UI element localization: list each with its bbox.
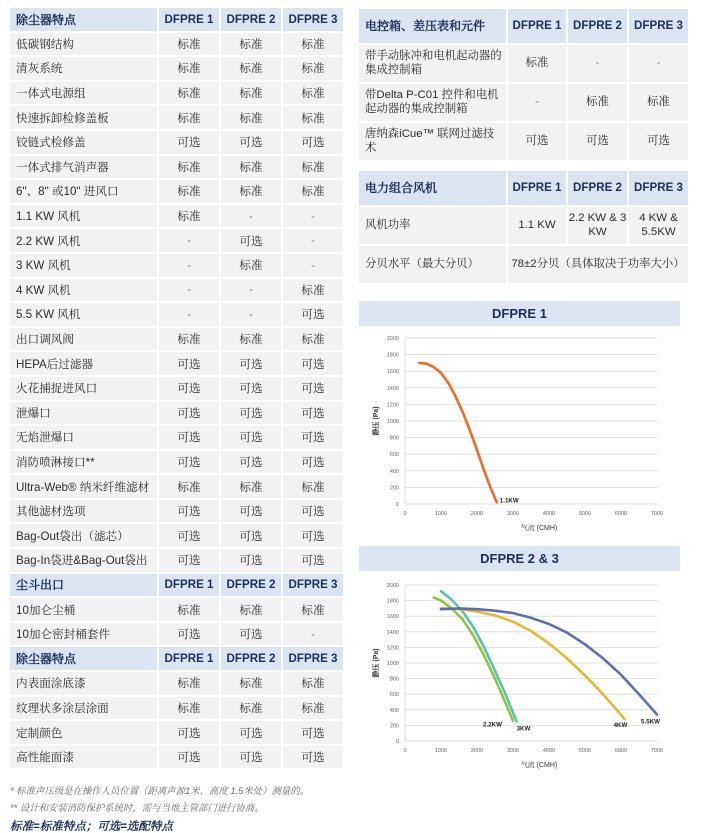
cell-value: - xyxy=(157,303,219,326)
cell-value: - xyxy=(219,279,281,302)
cell-value: 可选 xyxy=(157,377,219,400)
cell-value: - xyxy=(281,254,343,277)
x-tick-label: 3000 xyxy=(506,511,520,517)
y-tick-label: 200 xyxy=(389,485,399,492)
table-row xyxy=(10,328,343,351)
cell-value: - xyxy=(281,205,343,228)
cell-value: 可选 xyxy=(281,721,343,744)
row-label: 消防喷淋接口** xyxy=(10,451,157,474)
cell-value: 标准 xyxy=(281,279,343,302)
cell-value: 标准 xyxy=(157,475,219,498)
cell-value: 可选 xyxy=(157,721,219,744)
footnote-1: * 标准声压级是在操作人员位置（距离声源1米、高度 1.5米处）测量的。 xyxy=(10,785,309,796)
table-row xyxy=(10,82,343,105)
table-row xyxy=(10,156,343,179)
row-label: 快速拆卸检修盖板 xyxy=(10,106,157,129)
cell-value: 标准 xyxy=(157,205,219,228)
cell-value: - xyxy=(157,229,219,252)
cell-value: 可选 xyxy=(219,352,281,375)
cell-value: 可选 xyxy=(219,500,281,523)
series-label: 1.1KW xyxy=(499,497,519,505)
table-row xyxy=(10,746,343,769)
cell-value: 可选 xyxy=(157,623,219,646)
cell-value: 可选 xyxy=(506,123,566,160)
y-axis-label: 静压 (Pa) xyxy=(373,648,380,678)
y-tick-label: 1600 xyxy=(386,614,399,621)
cell-value: 标准 xyxy=(281,106,343,129)
cell-value: 标准 xyxy=(157,697,219,720)
table-row xyxy=(10,475,343,498)
cell-value: 可选 xyxy=(157,451,219,474)
y-tick-label: 1400 xyxy=(386,385,399,392)
table-row xyxy=(10,229,343,252)
y-tick-label: 1000 xyxy=(386,419,399,425)
cell-value: 标准 xyxy=(219,328,281,351)
row-label: 纹理状多涂层涂面 xyxy=(10,697,157,720)
table-row xyxy=(10,106,343,129)
cell-value: 标准 xyxy=(566,84,627,121)
cell-value: 标准 xyxy=(281,328,343,351)
cell-value: 1.1 KW xyxy=(506,207,566,244)
table-row xyxy=(359,45,688,82)
section-header-row xyxy=(10,574,343,597)
x-tick-label: 2000 xyxy=(470,748,484,754)
table-row xyxy=(10,180,343,203)
cell-value: - xyxy=(566,45,627,82)
noise-value: 78±2分贝（具体取决于功率大小） xyxy=(506,246,688,283)
y-tick-label: 400 xyxy=(389,468,399,475)
table-row xyxy=(10,33,343,56)
cell-value: 可选 xyxy=(281,426,343,449)
chart-dfpre-2-3 xyxy=(359,546,680,778)
x-tick-label: 4000 xyxy=(542,511,556,517)
y-tick-label: 1800 xyxy=(386,598,399,605)
cell-value: 可选 xyxy=(281,746,343,769)
cell-value: 2.2 KW & 3 KW xyxy=(566,207,627,244)
row-label: 带Delta P-C01 控件和电机起动器的集成控制箱 xyxy=(359,84,506,121)
chart-title: DFPRE 1 xyxy=(359,301,680,326)
cell-value: 可选 xyxy=(219,549,281,572)
cell-value: 4 KW & 5.5KW xyxy=(627,207,688,244)
col-header: DFPRE 3 xyxy=(281,647,343,670)
row-label: 低碳钢结构 xyxy=(10,33,157,56)
cell-value: 标准 xyxy=(219,156,281,179)
x-axis-label: 气流 (CMH) xyxy=(520,525,558,532)
col-header: DFPRE 1 xyxy=(506,9,566,43)
cell-value: 可选 xyxy=(219,377,281,400)
x-axis-label: 气流 (CMH) xyxy=(520,762,558,769)
x-tick-label: 7000 xyxy=(650,511,664,517)
col-header: DFPRE 2 xyxy=(219,574,281,597)
cell-value: 标准 xyxy=(219,180,281,203)
row-label: HEPA后过滤器 xyxy=(10,352,157,375)
table-row xyxy=(10,721,343,744)
y-tick-label: 1200 xyxy=(386,402,399,409)
cell-value: 标准 xyxy=(281,82,343,105)
cell-value: 可选 xyxy=(219,426,281,449)
cell-value: 可选 xyxy=(281,303,343,326)
y-tick-label: 600 xyxy=(389,692,399,699)
x-tick-label: 6000 xyxy=(614,511,628,517)
cell-value: 可选 xyxy=(281,451,343,474)
y-tick-label: 1600 xyxy=(386,369,399,376)
cell-value: 可选 xyxy=(219,131,281,154)
row-label: 唐纳森iCue™ 联网过滤技术 xyxy=(359,123,506,160)
row-label: 2.2 KW 风机 xyxy=(10,229,157,252)
cell-value: 标准 xyxy=(219,475,281,498)
series-line xyxy=(441,608,625,719)
series-line xyxy=(441,608,657,714)
table-row xyxy=(359,84,688,121)
col-header: DFPRE 1 xyxy=(506,171,566,205)
cell-value: 标准 xyxy=(281,57,343,80)
y-tick-label: 200 xyxy=(389,723,399,730)
col-header: DFPRE 3 xyxy=(281,574,343,597)
cell-value: 标准 xyxy=(219,57,281,80)
cell-value: 可选 xyxy=(219,524,281,547)
cell-value: - xyxy=(157,254,219,277)
cell-value: 可选 xyxy=(627,123,688,160)
cell-value: 可选 xyxy=(219,746,281,769)
cell-value: 标准 xyxy=(281,475,343,498)
section-title: 除尘器特点 xyxy=(10,647,157,670)
cell-value: 可选 xyxy=(219,402,281,425)
cell-value: 可选 xyxy=(281,377,343,400)
chart-plot xyxy=(359,571,680,778)
row-label: 铰链式检修盖 xyxy=(10,131,157,154)
y-tick-label: 2000 xyxy=(386,336,399,342)
cell-value: 标准 xyxy=(506,45,566,82)
cell-value: - xyxy=(157,279,219,302)
table-row xyxy=(10,377,343,400)
cell-value: 可选 xyxy=(157,746,219,769)
row-label: 火花捕捉进风口 xyxy=(10,377,157,400)
fan-title: 电力组合风机 xyxy=(359,171,506,205)
series-label: 3KW xyxy=(516,725,531,733)
row-label: 泄爆口 xyxy=(10,402,157,425)
cell-value: - xyxy=(506,84,566,121)
cell-value: 可选 xyxy=(157,352,219,375)
cell-value: 标准 xyxy=(281,33,343,56)
cell-value: 可选 xyxy=(281,131,343,154)
cell-value: 标准 xyxy=(157,82,219,105)
features-table xyxy=(10,6,343,770)
cell-value: 可选 xyxy=(157,524,219,547)
series-label: 4KW xyxy=(613,722,628,730)
controls-table xyxy=(359,7,688,162)
col-header: DFPRE 3 xyxy=(281,8,343,31)
footnote-2: ** 设计和安装消防保护系统时，需与当地主管部门进行协商。 xyxy=(10,802,264,813)
table-row xyxy=(10,205,343,228)
y-tick-label: 0 xyxy=(395,502,399,508)
cell-value: 标准 xyxy=(281,156,343,179)
table-row xyxy=(359,246,688,283)
col-header: DFPRE 3 xyxy=(627,171,688,205)
series-label: 2.2KW xyxy=(483,721,502,729)
cell-value: 可选 xyxy=(281,352,343,375)
cell-value: 可选 xyxy=(157,549,219,572)
row-label: 内表面涂底漆 xyxy=(10,672,157,695)
col-header: DFPRE 3 xyxy=(627,9,688,43)
row-label: 6"、8" 或10" 进风口 xyxy=(10,180,157,203)
col-header: DFPRE 1 xyxy=(157,8,219,31)
legend-note: 标准=标准特点；可选=选配特点 xyxy=(10,821,173,833)
col-header: DFPRE 2 xyxy=(219,647,281,670)
fan-table xyxy=(359,169,688,285)
row-label: 5.5 KW 风机 xyxy=(10,303,157,326)
cell-value: 可选 xyxy=(566,123,627,160)
cell-value: 标准 xyxy=(281,180,343,203)
y-tick-label: 1400 xyxy=(386,629,399,636)
col-header: DFPRE 2 xyxy=(566,9,627,43)
table-row xyxy=(10,131,343,154)
table-row xyxy=(10,598,343,621)
row-label: 定制颜色 xyxy=(10,721,157,744)
y-tick-label: 1000 xyxy=(386,661,399,667)
cell-value: 标准 xyxy=(157,33,219,56)
x-tick-label: 0 xyxy=(403,511,407,517)
col-header: DFPRE 2 xyxy=(219,8,281,31)
y-tick-label: 0 xyxy=(395,739,399,745)
controls-header-row xyxy=(359,9,688,43)
series-label: 5.5KW xyxy=(641,718,660,726)
table-row xyxy=(359,207,688,244)
cell-value: 可选 xyxy=(281,524,343,547)
section-title: 除尘器特点 xyxy=(10,8,157,31)
chart-title: DFPRE 2 & 3 xyxy=(359,546,680,571)
table-row xyxy=(10,303,343,326)
cell-value: 标准 xyxy=(219,672,281,695)
cell-value: - xyxy=(281,229,343,252)
chart-plot xyxy=(359,326,680,536)
cell-value: 标准 xyxy=(157,672,219,695)
table-row xyxy=(10,623,343,646)
x-tick-label: 5000 xyxy=(578,748,592,754)
cell-value: - xyxy=(627,45,688,82)
cell-value: 标准 xyxy=(281,697,343,720)
cell-value: 标准 xyxy=(627,84,688,121)
table-row xyxy=(10,549,343,572)
row-label: 高性能面漆 xyxy=(10,746,157,769)
row-label: 其他滤材选项 xyxy=(10,500,157,523)
cell-value: - xyxy=(281,623,343,646)
table-row xyxy=(10,57,343,80)
cell-value: 可选 xyxy=(157,131,219,154)
cell-value: 可选 xyxy=(157,500,219,523)
row-label: 清灰系统 xyxy=(10,57,157,80)
table-row xyxy=(10,697,343,720)
cell-value: 可选 xyxy=(157,426,219,449)
table-row xyxy=(10,451,343,474)
controls-title: 电控箱、差压表和元件 xyxy=(359,9,506,43)
cell-value: 可选 xyxy=(219,229,281,252)
table-row xyxy=(359,123,688,160)
x-tick-label: 3000 xyxy=(506,748,520,754)
row-label: Bag-In袋进&Bag-Out袋出 xyxy=(10,549,157,572)
y-axis-label: 静压 (Pa) xyxy=(373,406,380,436)
cell-value: 标准 xyxy=(219,254,281,277)
row-label: 4 KW 风机 xyxy=(10,279,157,302)
cell-value: 标准 xyxy=(157,598,219,621)
x-tick-label: 6000 xyxy=(614,748,628,754)
series-line xyxy=(419,363,496,502)
section-header-row xyxy=(10,647,343,670)
cell-value: 标准 xyxy=(281,598,343,621)
section-header-row xyxy=(10,8,343,31)
row-label: 带手动脉冲和电机起动器的集成控制箱 xyxy=(359,45,506,82)
cell-value: - xyxy=(219,205,281,228)
y-tick-label: 800 xyxy=(389,676,399,683)
row-label: 风机功率 xyxy=(359,207,506,244)
col-header: DFPRE 2 xyxy=(566,171,627,205)
x-tick-label: 1000 xyxy=(434,511,448,517)
y-tick-label: 600 xyxy=(389,452,399,459)
cell-value: 标准 xyxy=(219,33,281,56)
table-row xyxy=(10,254,343,277)
col-header: DFPRE 1 xyxy=(157,574,219,597)
x-tick-label: 0 xyxy=(403,748,407,754)
y-tick-label: 2000 xyxy=(386,583,399,589)
row-label: 1.1 KW 风机 xyxy=(10,205,157,228)
cell-value: 可选 xyxy=(157,402,219,425)
cell-value: - xyxy=(219,303,281,326)
cell-value: 可选 xyxy=(281,549,343,572)
table-row xyxy=(10,500,343,523)
row-label: Ultra-Web® 纳米纤维滤材 xyxy=(10,475,157,498)
cell-value: 标准 xyxy=(219,697,281,720)
x-tick-label: 2000 xyxy=(470,511,484,517)
y-tick-label: 800 xyxy=(389,435,399,442)
section-title: 尘斗出口 xyxy=(10,574,157,597)
row-label: 3 KW 风机 xyxy=(10,254,157,277)
row-label: 出口调风阀 xyxy=(10,328,157,351)
cell-value: 标准 xyxy=(157,180,219,203)
row-label: 无焰泄爆口 xyxy=(10,426,157,449)
y-tick-label: 400 xyxy=(389,707,399,714)
x-tick-label: 1000 xyxy=(434,748,448,754)
cell-value: 可选 xyxy=(281,402,343,425)
features-table-body xyxy=(10,8,343,768)
cell-value: 标准 xyxy=(281,672,343,695)
table-row xyxy=(10,352,343,375)
table-row xyxy=(10,279,343,302)
cell-value: 标准 xyxy=(219,82,281,105)
cell-value: 可选 xyxy=(219,721,281,744)
cell-value: 标准 xyxy=(157,328,219,351)
row-label: 一体式电源组 xyxy=(10,82,157,105)
cell-value: 标准 xyxy=(157,106,219,129)
cell-value: 标准 xyxy=(219,106,281,129)
table-row xyxy=(10,672,343,695)
row-label: Bag-Out袋出（滤芯） xyxy=(10,524,157,547)
fan-header-row xyxy=(359,171,688,205)
y-tick-label: 1200 xyxy=(386,645,399,652)
row-label: 一体式排气消声器 xyxy=(10,156,157,179)
table-row xyxy=(10,524,343,547)
row-label: 分贝水平（最大分贝） xyxy=(359,246,506,283)
row-label: 10加仑尘桶 xyxy=(10,598,157,621)
cell-value: 可选 xyxy=(219,623,281,646)
x-tick-label: 4000 xyxy=(542,748,556,754)
cell-value: 标准 xyxy=(157,156,219,179)
cell-value: 标准 xyxy=(157,57,219,80)
cell-value: 可选 xyxy=(281,500,343,523)
table-row xyxy=(10,402,343,425)
col-header: DFPRE 1 xyxy=(157,647,219,670)
table-row xyxy=(10,426,343,449)
x-tick-label: 5000 xyxy=(578,511,592,517)
chart-dfpre-1 xyxy=(359,301,680,536)
row-label: 10加仑密封桶套件 xyxy=(10,623,157,646)
x-tick-label: 7000 xyxy=(650,748,664,754)
cell-value: 可选 xyxy=(219,451,281,474)
cell-value: 标准 xyxy=(219,598,281,621)
y-tick-label: 1800 xyxy=(386,352,399,359)
